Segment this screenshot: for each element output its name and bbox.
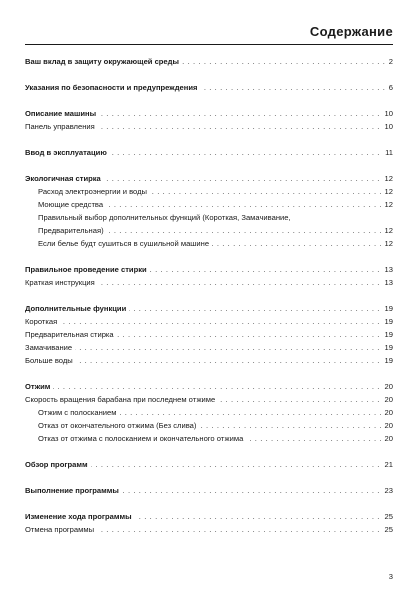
toc-entry-title: Если белье будт сушиться в сушильной машине xyxy=(38,239,212,248)
toc-entry[interactable] xyxy=(25,315,393,328)
toc-entry-title: Расход электроэнергии и воды xyxy=(38,187,150,196)
toc-entry-title: Больше воды xyxy=(25,356,76,365)
toc-heading[interactable] xyxy=(25,458,393,471)
toc-page-number: 10 xyxy=(382,107,393,120)
toc-page-number: 19 xyxy=(382,341,393,354)
toc-entry-title: Отказ от окончательного отжима (Без слива) xyxy=(38,421,199,430)
toc-heading[interactable] xyxy=(25,380,393,393)
toc-entry-title: Панель управления xyxy=(25,122,98,131)
toc-entry[interactable] xyxy=(25,120,393,133)
toc-section xyxy=(25,263,393,289)
toc-page-number: 19 xyxy=(382,315,393,328)
toc-section xyxy=(25,458,393,471)
dot-leader xyxy=(25,380,393,393)
toc-entry-title xyxy=(38,211,393,237)
toc-section xyxy=(25,510,393,536)
toc-page-number: 19 xyxy=(382,354,393,367)
toc-page-number: 20 xyxy=(382,406,393,419)
toc-section xyxy=(25,380,393,445)
toc-subentry[interactable] xyxy=(25,198,393,211)
toc-heading[interactable] xyxy=(25,263,393,276)
toc-page-number: 20 xyxy=(382,393,393,406)
page-title: Содержание xyxy=(309,24,393,39)
toc-subentry[interactable] xyxy=(25,419,393,432)
toc-entry[interactable] xyxy=(25,393,393,406)
toc-entry-title: Дополнительные функции xyxy=(25,304,129,313)
dot-leader xyxy=(25,354,393,367)
toc-heading[interactable] xyxy=(25,172,393,185)
toc-subentry[interactable] xyxy=(25,432,393,445)
table-of-contents xyxy=(25,55,393,536)
toc-page-number: 23 xyxy=(382,484,393,497)
toc-page-number: 21 xyxy=(382,458,393,471)
toc-page-number: 25 xyxy=(382,510,393,523)
toc-entry-title-line1: Правильный выбор дополнительных функций (Короткая, Замачивание, xyxy=(38,211,373,224)
toc-entry-title-line2: Предварительная) xyxy=(38,226,107,235)
toc-page-number: 12 xyxy=(382,185,393,198)
dot-leader xyxy=(25,341,393,354)
toc-subentry[interactable] xyxy=(25,185,393,198)
toc-heading[interactable] xyxy=(25,81,393,94)
toc-subentry[interactable] xyxy=(25,211,393,237)
toc-page-number: 12 xyxy=(382,172,393,185)
toc-entry[interactable] xyxy=(25,341,393,354)
toc-entry-title: Ваш вклад в защиту окружающей среды xyxy=(25,57,182,66)
toc-entry-title: Отжим с полосканием xyxy=(38,408,120,417)
toc-entry-title: Скорость вращения барабана при последнем отжиме xyxy=(25,395,218,404)
toc-page-number: 20 xyxy=(382,432,393,445)
toc-entry-title: Обзор программ xyxy=(25,460,91,469)
toc-entry-title: Предварительная стирка xyxy=(25,330,117,339)
toc-section xyxy=(25,55,393,68)
toc-heading[interactable] xyxy=(25,302,393,315)
toc-page-number: 20 xyxy=(382,380,393,393)
toc-page-number: 11 xyxy=(382,146,393,159)
toc-page-number: 2 xyxy=(386,55,393,68)
toc-section xyxy=(25,302,393,367)
toc-subentry[interactable] xyxy=(25,237,393,250)
toc-page-number: 19 xyxy=(382,302,393,315)
toc-page-number: 13 xyxy=(382,263,393,276)
toc-page-number: 25 xyxy=(382,523,393,536)
toc-section xyxy=(25,107,393,133)
toc-page-number: 20 xyxy=(382,419,393,432)
toc-entry[interactable] xyxy=(25,328,393,341)
toc-section xyxy=(25,81,393,94)
toc-entry-title: Замачивание xyxy=(25,343,75,352)
toc-heading[interactable] xyxy=(25,484,393,497)
toc-entry-title: Ввод в эксплуатацию xyxy=(25,148,110,157)
toc-entry-title: Отмена программы xyxy=(25,525,97,534)
toc-entry-title: Моющие средства xyxy=(38,200,106,209)
toc-section xyxy=(25,172,393,250)
toc-heading[interactable] xyxy=(25,107,393,120)
toc-entry-title: Экологичная стирка xyxy=(25,174,104,183)
toc-section xyxy=(25,146,393,159)
toc-entry-title: Отжим xyxy=(25,382,53,391)
title-rule xyxy=(25,44,393,45)
toc-entry-title: Правильное проведение стирки xyxy=(25,265,150,274)
toc-entry[interactable] xyxy=(25,276,393,289)
toc-entry-title: Изменение хода программы xyxy=(25,512,135,521)
toc-subentry[interactable] xyxy=(25,406,393,419)
toc-page-number: 12 xyxy=(382,198,393,211)
toc-entry-title: Отказ от отжима с полосканием и окончательного отжима xyxy=(38,434,246,443)
toc-page-number: 12 xyxy=(382,237,393,250)
toc-page-number: 12 xyxy=(382,224,393,237)
toc-entry[interactable] xyxy=(25,354,393,367)
dot-leader xyxy=(25,315,393,328)
toc-entry-title: Указания по безопасности и предупреждения xyxy=(25,83,200,92)
toc-page-number: 6 xyxy=(386,81,393,94)
toc-entry-title: Краткая инструкция xyxy=(25,278,98,287)
toc-entry-title: Описание машины xyxy=(25,109,99,118)
toc-page-number: 19 xyxy=(382,328,393,341)
toc-page-number: 13 xyxy=(382,276,393,289)
toc-heading[interactable] xyxy=(25,55,393,68)
toc-entry[interactable] xyxy=(25,523,393,536)
toc-section xyxy=(25,484,393,497)
toc-page-number: 10 xyxy=(382,120,393,133)
toc-entry-title: Короткая xyxy=(25,317,60,326)
toc-heading[interactable] xyxy=(25,146,393,159)
toc-entry-title: Выполнение программы xyxy=(25,486,122,495)
page-number: 3 xyxy=(388,572,393,581)
toc-heading[interactable] xyxy=(25,510,393,523)
